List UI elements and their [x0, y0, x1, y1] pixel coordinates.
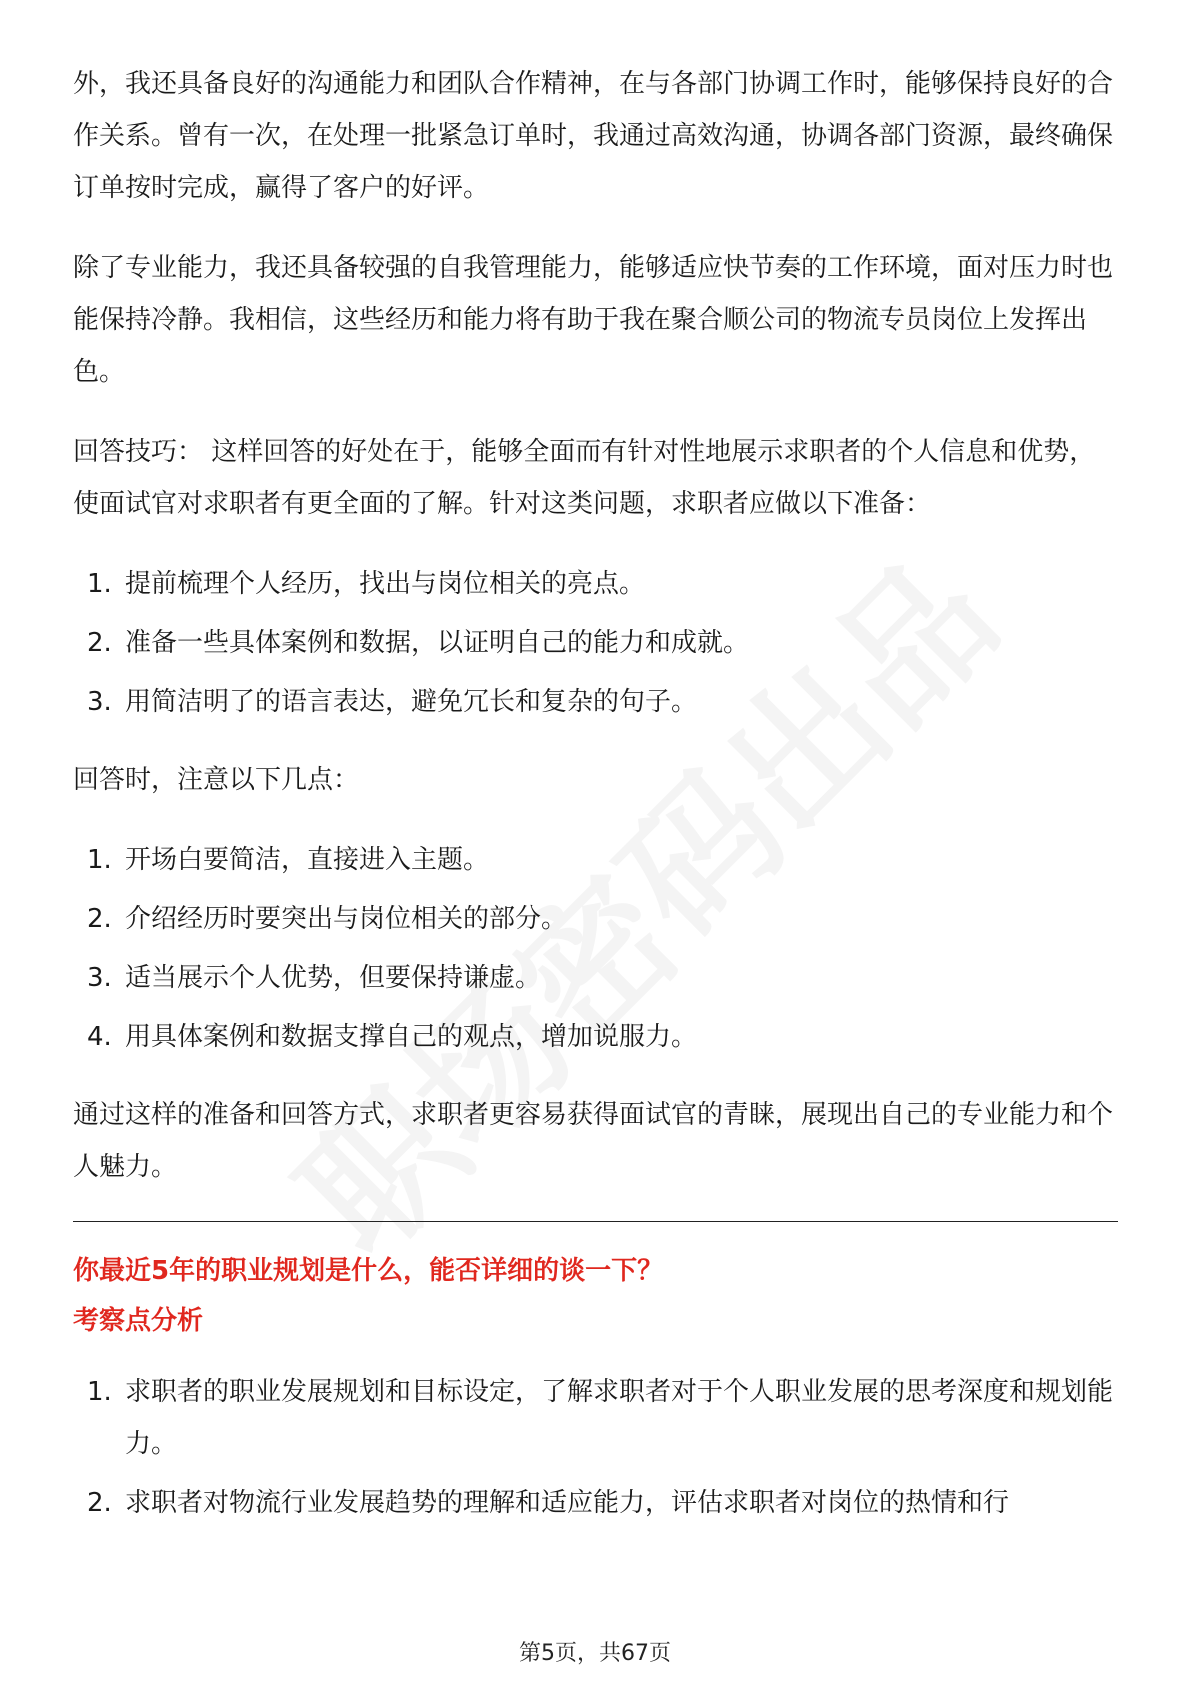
- list-item: 1. 求职者的职业发展规划和目标设定，了解求职者对于个人职业发展的思考深度和规划能力。: [87, 1377, 1114, 1459]
- list-item: 3. 适当展示个人优势，但要保持谦虚。: [87, 963, 542, 993]
- page-footer: 第5页，共67页: [519, 1641, 671, 1666]
- paragraph-answer-tips: 回答技巧： 这样回答的好处在于，能够全面而有针对性地展示求职者的个人信息和优势，使面试官对求职者有更全面的了解。针对这类问题，求职者应做以下准备：: [73, 437, 1096, 519]
- list-item: 1. 开场白要简洁，直接进入主题。: [87, 845, 490, 875]
- document-page: [73, 58, 1118, 1555]
- list-item: 3. 用简洁明了的语言表达，避免冗长和复杂的句子。: [87, 687, 698, 717]
- notes-intro: 回答时，注意以下几点：: [73, 765, 360, 795]
- list-item: 1. 提前梳理个人经历，找出与岗位相关的亮点。: [87, 569, 646, 599]
- list-item: 2. 介绍经历时要突出与岗位相关的部分。: [87, 904, 568, 934]
- list-item: 2. 准备一些具体案例和数据，以证明自己的能力和成就。: [87, 628, 750, 658]
- list-item: 4. 用具体案例和数据支撑自己的观点，增加说服力。: [87, 1022, 698, 1052]
- conclusion-paragraph: 通过这样的准备和回答方式，求职者更容易获得面试官的青睐，展现出自己的专业能力和个人魅力。: [73, 1100, 1114, 1182]
- paragraph-2: 除了专业能力，我还具备较强的自我管理能力，能够适应快节奏的工作环境，面对压力时也能保持冷静。我相信，这些经历和能力将有助于我在聚合顺公司的物流专员岗位上发挥出色。: [73, 253, 1114, 387]
- divider: [73, 1221, 1118, 1222]
- analysis-heading: 考察点分析: [73, 1306, 204, 1336]
- notes-list: [73, 834, 1118, 1063]
- analysis-list: [73, 1366, 1118, 1529]
- prep-list: [73, 558, 1118, 728]
- list-item: 2. 求职者对物流行业发展趋势的理解和适应能力，评估求职者对岗位的热情和行: [87, 1488, 1010, 1518]
- paragraph-1: 外，我还具备良好的沟通能力和团队合作精神，在与各部门协调工作时，能够保持良好的合作关系。曾有一次，在处理一批紧急订单时，我通过高效沟通，协调各部门资源，最终确保订单按时完成，赢得了客户的好评。: [73, 69, 1114, 203]
- question-heading: 你最近5年的职业规划是什么，能否详细的谈一下？: [73, 1256, 664, 1286]
